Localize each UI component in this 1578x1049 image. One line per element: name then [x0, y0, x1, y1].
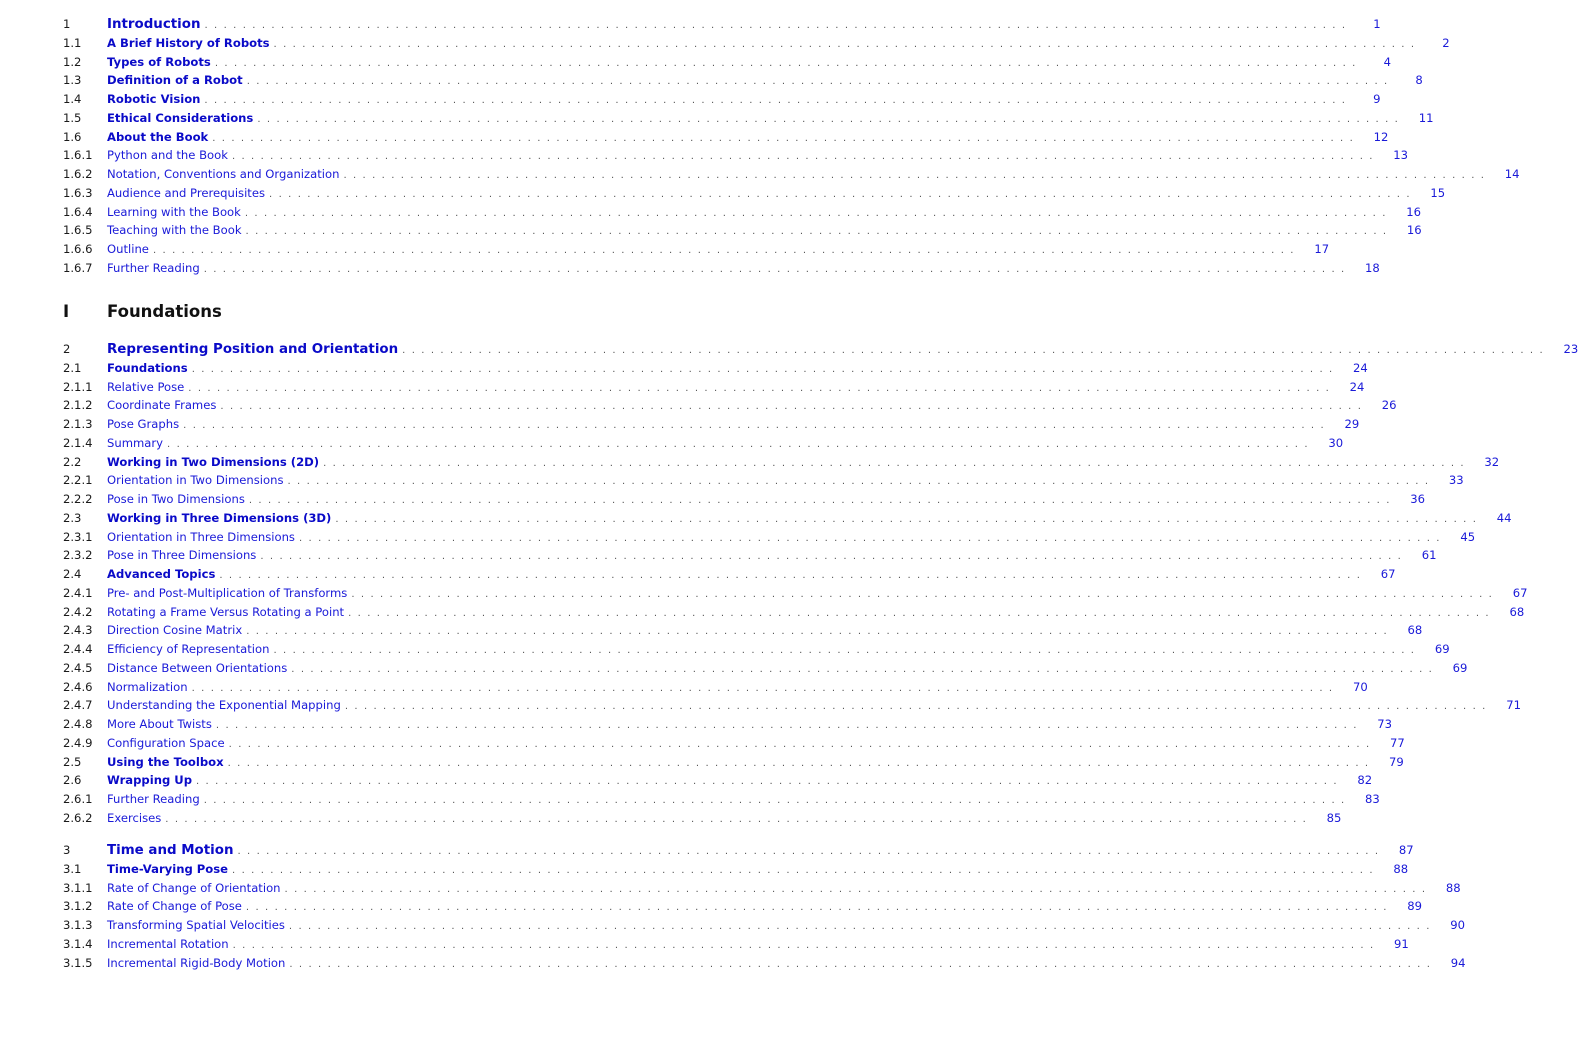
toc-entry-number: 2.6 — [63, 773, 82, 788]
toc-entry-title-link[interactable]: Rate of Change of Pose — [107, 899, 242, 914]
toc-entry-title-link[interactable]: A Brief History of Robots — [107, 35, 270, 50]
toc-entry-page-link[interactable]: 88 — [1445, 880, 1461, 895]
toc-entry-title-link[interactable]: Summary — [107, 435, 164, 450]
toc-entry-page-link[interactable]: 23 — [1563, 342, 1578, 356]
toc-entry-page-link[interactable]: 32 — [1484, 454, 1500, 469]
toc-entry-number: 3.1.5 — [63, 955, 93, 970]
toc-entry-number: 3.1 — [63, 861, 82, 876]
toc-entry-page-link[interactable]: 36 — [1410, 492, 1425, 506]
dot-leader: . . . . . . . . . . . . . . . . . . . . . . . . . . . . . . . . . . . . . . . . . . . . . . . . . . . . . . . . . . . . . . . . . . . . . . . . . . . . . . . . . . . . . . . . . . . . . . . . . . . . . . . . . . . . . . . . . . . . . . . . — [228, 738, 1371, 750]
toc-entry-page-link[interactable]: 67 — [1380, 567, 1396, 581]
dot-leader: . . . . . . . . . . . . . . . . . . . . . . . . . . . . . . . . . . . . . . . . . . . . . . . . . . . . . . . . . . . . . . . . . . . . . . . . . . . . . . . . . . . . . . . . . . . . . . . . . . . . . . . . . . . . . . . . . . . . . . . . — [220, 401, 1363, 413]
toc-entry-title-link[interactable]: Advanced Topics — [107, 567, 216, 581]
toc-entry-number: 2.3.2 — [63, 548, 93, 563]
toc-entry-page-link[interactable]: 88 — [1393, 861, 1409, 876]
dot-leader: . . . . . . . . . . . . . . . . . . . . . . . . . . . . . . . . . . . . . . . . . . . . . . . . . . . . . . . . . . . . . . . . . . . . . . . . . . . . . . . . . . . . . . . . . . . . . . . . . . . . . . . . . . . . . . . . . . . . . . . . — [246, 626, 1389, 638]
dot-leader: . . . . . . . . . . . . . . . . . . . . . . . . . . . . . . . . . . . . . . . . . . . . . . . . . . . . . . . . . . . . . . . . . . . . . . . . . . . . . . . . . . . . . . . . . . . . . . . . . . . . . . . . . . . . . . . . . . . . . . . . — [343, 170, 1486, 181]
toc-entry-page-link[interactable]: 29 — [1344, 417, 1360, 431]
dot-leader: . . . . . . . . . . . . . . . . . . . . . . . . . . . . . . . . . . . . . . . . . . . . . . . . . . . . . . . . . . . . . . . . . . . . . . . . . . . . . . . . . . . . . . . . . . . . . . . . . . . . . . . . . . . . . . . . . . . . . . . . — [245, 226, 1388, 238]
dot-leader: . . . . . . . . . . . . . . . . . . . . . . . . . . . . . . . . . . . . . . . . . . . . . . . . . . . . . . . . . . . . . . . . . . . . . . . . . . . . . . . . . . . . . . . . . . . . . . . . . . . . . . . . . . . . . . . . . . . . . . . . — [344, 701, 1487, 713]
toc-entry-page-link[interactable]: 12 — [1373, 129, 1389, 144]
toc-entry[interactable] — [63, 396, 1397, 414]
toc-entry-number: 2.3.1 — [63, 529, 93, 544]
toc-entry[interactable] — [63, 15, 1381, 33]
toc-entry-title-link[interactable]: Orientation in Two Dimensions — [107, 473, 284, 488]
toc-entry-number: 2.4.9 — [63, 735, 93, 750]
toc-entry[interactable] — [63, 935, 1409, 953]
toc-entry-page-link[interactable]: 71 — [1506, 698, 1521, 713]
toc-entry-number: 2.6.2 — [63, 810, 93, 825]
toc-entry-title-link[interactable]: Incremental Rotation — [107, 936, 229, 951]
dot-leader: . . . . . . . . . . . . . . . . . . . . . . . . . . . . . . . . . . . . . . . . . . . . . . . . . . . . . . . . . . . . . . . . . . . . . . . . . . . . . . . . . . . . . . . . . . . . . . . . . . . . . . . . . . . . . . . . . . . . . . . . — [244, 207, 1387, 219]
toc-entry-title-link[interactable]: Orientation in Three Dimensions — [107, 529, 295, 544]
toc-entry[interactable] — [63, 771, 1373, 789]
toc-entry-title-link[interactable]: Further Reading — [107, 792, 200, 806]
toc-entry-number: 1 — [63, 17, 71, 31]
toc-entry-number: 3 — [63, 843, 71, 857]
toc-entry-page-link[interactable]: 15 — [1430, 185, 1446, 200]
toc-entry[interactable] — [63, 34, 1450, 52]
dot-leader: . . . . . . . . . . . . . . . . . . . . . . . . . . . . . . . . . . . . . . . . . . . . . . . . . . . . . . . . . . . . . . . . . . . . . . . . . . . . . . . . . . . . . . . . . . . . . . . . . . . . . . . . . . . . . . . . . . . . . . . . — [232, 864, 1375, 876]
toc-entry-page-link[interactable]: 85 — [1326, 810, 1342, 825]
toc-entry-page-link[interactable]: 2 — [1442, 35, 1450, 50]
dot-leader: . . . . . . . . . . . . . . . . . . . . . . . . . . . . . . . . . . . . . . . . . . . . . . . . . . . . . . . . . . . . . . . . . . . . . . . . . . . . . . . . . . . . . . . . . . . . . . . . . . . . . . . . . . . . . . . . . . . . . . . . — [284, 883, 1427, 895]
dot-leader: . . . . . . . . . . . . . . . . . . . . . . . . . . . . . . . . . . . . . . . . . . . . . . . . . . . . . . . . . . . . . . . . . . . . . . . . . . . . . . . . . . . . . . . . . . . . . . . . . . . . . . . . . . . . . . . . . . . . . . . . — [298, 532, 1442, 544]
toc-entry-title-link[interactable]: Transforming Spatial Velocities — [107, 918, 285, 932]
toc-entry-number: 1.6 — [63, 129, 82, 144]
toc-entry-page-link[interactable]: 77 — [1390, 735, 1405, 750]
toc-entry[interactable] — [63, 916, 1466, 934]
toc-entry-page-link[interactable]: 83 — [1365, 792, 1380, 806]
part-heading — [63, 302, 222, 321]
toc-entry[interactable] — [63, 860, 1409, 878]
toc-entry-number: 3.1.4 — [63, 936, 93, 951]
toc-entry-page-link[interactable]: 26 — [1381, 398, 1397, 413]
dot-leader: . . . . . . . . . . . . . . . . . . . . . . . . . . . . . . . . . . . . . . . . . . . . . . . . . . . . . . . . . . . . . . . . . . . . . . . . . . . . . . . . . . . . . . . . . . . . . . . . . . . . . . . . . . . . . . . . . . . . . . . . — [291, 663, 1434, 675]
toc-entry-number: 3.1.2 — [63, 899, 93, 914]
toc-entry[interactable] — [63, 53, 1391, 71]
toc-entry-number: 2.4.6 — [63, 679, 93, 694]
toc-entry-page-link[interactable]: 33 — [1448, 473, 1464, 488]
toc-entry-number: 1.6.6 — [63, 242, 93, 256]
toc-entry-number: 1.6.3 — [63, 185, 93, 200]
dot-leader: . . . . . . . . . . . . . . . . . . . . . . . . . . . . . . . . . . . . . . . . . . . . . . . . . . . . . . . . . . . . . . . . . . . . . . . . . . . . . . . . . . . . . . . . . . . . . . . . . . . . . . . . . . . . . . . . . . . . . . . . — [248, 495, 1391, 506]
toc-entry-number: 1.6.4 — [63, 204, 93, 219]
toc-entry-title-link[interactable]: Pre- and Post-Multiplication of Transforms — [107, 585, 348, 600]
toc-entry-title-link[interactable]: More About Twists — [107, 717, 212, 731]
toc-entry[interactable] — [63, 603, 1525, 621]
dot-leader: . . . . . . . . . . . . . . . . . . . . . . . . . . . . . . . . . . . . . . . . . . . . . . . . . . . . . . . . . . . . . . . . . . . . . . . . . . . . . . . . . . . . . . . . . . . . . . . . . . . . . . . . . . . . . . . . . . . . . . . . — [351, 588, 1494, 600]
toc-entry[interactable] — [63, 879, 1461, 897]
toc-entry-number: 2.2 — [63, 454, 82, 469]
toc-entry-number: 2.1 — [63, 360, 82, 375]
toc-entry-title-link[interactable]: Pose Graphs — [107, 417, 180, 431]
toc-entry[interactable] — [63, 565, 1396, 583]
toc-entry-title-link[interactable]: Working in Three Dimensions (3D) — [107, 510, 332, 525]
dot-leader: . . . . . . . . . . . . . . . . . . . . . . . . . . . . . . . . . . . . . . . . . . . . . . . . . . . . . . . . . . . . . . . . . . . . . . . . . . . . . . . . . . . . . . . . . . . . . . . . . . . . . . . . . . . . . . . . . . . . . . . . — [257, 113, 1400, 125]
toc-entry[interactable] — [63, 415, 1360, 433]
toc-entry-title-link[interactable]: Rate of Change of Orientation — [107, 880, 281, 895]
toc-entry-page-link[interactable]: 67 — [1512, 585, 1528, 600]
dot-leader: . . . . . . . . . . . . . . . . . . . . . . . . . . . . . . . . . . . . . . . . . . . . . . . . . . . . . . . . . . . . . . . . . . . . . . . . . . . . . . . . . . . . . . . . . . . . . . . . . . . . . . . . . . . . . . . . . . . . . . . . — [191, 682, 1334, 694]
toc-entry-page-link[interactable]: 69 — [1434, 642, 1450, 656]
toc-entry-number: 2.1.2 — [63, 398, 93, 413]
toc-entry-title-link[interactable]: Introduction — [107, 17, 201, 32]
dot-leader: . . . . . . . . . . . . . . . . . . . . . . . . . . . . . . . . . . . . . . . . . . . . . . . . . . . . . . . . . . . . . . . . . . . . . . . . . . . . . . . . . . . . . . . . . . . . . . . . . . . . . . . . . . . . . . . . . . . . . . . . — [204, 95, 1347, 106]
toc-entry-number: 2.3 — [63, 510, 82, 525]
toc-entry[interactable] — [63, 340, 1578, 358]
toc-entry-number: 2.1.3 — [63, 417, 93, 431]
toc-entry[interactable] — [63, 753, 1404, 771]
toc-entry[interactable] — [63, 528, 1476, 546]
toc-entry-page-link[interactable]: 4 — [1383, 54, 1391, 69]
dot-leader: . . . . . . . . . . . . . . . . . . . . . . . . . . . . . . . . . . . . . . . . . . . . . . . . . . . . . . . . . . . . . . . . . . . . . . . . . . . . . . . . . . . . . . . . . . . . . . . . . . . . . . . . . . . . . . . . . . . . . . . . — [219, 570, 1362, 581]
toc-entry-number: 1.2 — [63, 54, 82, 69]
toc-entry-number: 1.4 — [63, 92, 82, 106]
dot-leader: . . . . . . . . . . . . . . . . . . . . . . . . . . . . . . . . . . . . . . . . . . . . . . . . . . . . . . . . . . . . . . . . . . . . . . . . . . . . . . . . . . . . . . . . . . . . . . . . . . . . . . . . . . . . . . . . . . . . . . . . — [269, 188, 1412, 200]
toc-entry-title-link[interactable]: Outline — [107, 242, 149, 256]
toc-entry-page-link[interactable]: 11 — [1418, 110, 1434, 125]
toc-entry[interactable] — [63, 71, 1423, 89]
dot-leader: . . . . . . . . . . . . . . . . . . . . . . . . . . . . . . . . . . . . . . . . . . . . . . . . . . . . . . . . . . . . . . . . . . . . . . . . . . . . . . . . . . . . . . . . . . . . . . . . . . . . . . . . . . . . . . . . . . . . . . . . — [152, 245, 1296, 256]
toc-entry-number: 2 — [63, 342, 71, 356]
toc-entry-title-link[interactable]: Learning with the Book — [107, 204, 241, 219]
toc-entry[interactable] — [63, 734, 1405, 752]
toc-entry-page-link[interactable]: 24 — [1353, 360, 1368, 375]
dot-leader: . . . . . . . . . . . . . . . . . . . . . . . . . . . . . . . . . . . . . . . . . . . . . . . . . . . . . . . . . . . . . . . . . . . . . . . . . . . . . . . . . . . . . . . . . . . . . . . . . . . . . . . . . . . . . . . . . . . . . . . . — [287, 476, 1430, 488]
toc-entry-number: 2.4.2 — [63, 604, 93, 619]
toc-entry[interactable] — [63, 659, 1468, 677]
toc-entry-page-link[interactable]: 18 — [1365, 260, 1380, 275]
toc-entry-title-link[interactable]: Understanding the Exponential Mapping — [107, 698, 341, 713]
dot-leader: . . . . . . . . . . . . . . . . . . . . . . . . . . . . . . . . . . . . . . . . . . . . . . . . . . . . . . . . . . . . . . . . . . . . . . . . . . . . . . . . . . . . . . . . . . . . . . . . . . . . . . . . . . . . . . . . . . . . . . . . — [273, 38, 1416, 50]
toc-entry-number: 2.4.3 — [63, 623, 93, 638]
dot-leader: . . . . . . . . . . . . . . . . . . . . . . . . . . . . . . . . . . . . . . . . . . . . . . . . . . . . . . . . . . . . . . . . . . . . . . . . . . . . . . . . . . . . . . . . . . . . . . . . . . . . . . . . . . . . . . . . . . . . . . . . — [232, 939, 1375, 951]
toc-entry[interactable] — [63, 621, 1423, 639]
toc-entry-page-link[interactable]: 24 — [1349, 379, 1365, 394]
dot-leader: . . . . . . . . . . . . . . . . . . . . . . . . . . . . . . . . . . . . . . . . . . . . . . . . . . . . . . . . . . . . . . . . . . . . . . . . . . . . . . . . . . . . . . . . . . . . . . . . . . . . . . . . . . . . . . . . . . . . . . . . — [273, 645, 1416, 656]
toc-entry-title-link[interactable]: Normalization — [107, 679, 188, 694]
dot-leader: . . . . . . . . . . . . . . . . . . . . . . . . . . . . . . . . . . . . . . . . . . . . . . . . . . . . . . . . . . . . . . . . . . . . . . . . . . . . . . . . . . . . . . . . . . . . . . . . . . . . . . . . . . . . . . . . . . . . . . . . — [260, 551, 1403, 563]
toc-entry[interactable] — [63, 696, 1521, 714]
toc-entry-number: 1.6.7 — [63, 260, 93, 275]
toc-entry[interactable] — [63, 715, 1393, 733]
toc-entry-number: 2.2.1 — [63, 473, 93, 488]
toc-entry[interactable] — [63, 259, 1380, 277]
dot-leader: . . . . . . . . . . . . . . . . . . . . . . . . . . . . . . . . . . . . . . . . . . . . . . . . . . . . . . . . . . . . . . . . . . . . . . . . . . . . . . . . . . . . . . . . . . . . . . . . . . . . . . . . . . . . . . . . . . . . . . . . — [212, 132, 1355, 144]
toc-entry-page-link[interactable]: 8 — [1415, 73, 1423, 88]
toc-entry[interactable] — [63, 790, 1380, 808]
toc-entry-page-link[interactable]: 94 — [1450, 955, 1466, 970]
toc-entry-page-link[interactable]: 90 — [1450, 918, 1466, 932]
toc-entry-number: 1.5 — [63, 110, 82, 125]
toc-entry-title-link[interactable]: Configuration Space — [107, 735, 225, 750]
toc-entry-number: 2.4.5 — [63, 660, 93, 675]
dot-leader: . . . . . . . . . . . . . . . . . . . . . . . . . . . . . . . . . . . . . . . . . . . . . . . . . . . . . . . . . . . . . . . . . . . . . . . . . . . . . . . . . . . . . . . . . . . . . . . . . . . . . . . . . . . . . . . . . . . . . . . . — [183, 420, 1326, 431]
toc-entry-title-link[interactable]: Python and the Book — [107, 148, 228, 163]
toc-entry[interactable] — [63, 453, 1500, 471]
dot-leader: . . . . . . . . . . . . . . . . . . . . . . . . . . . . . . . . . . . . . . . . . . . . . . . . . . . . . . . . . . . . . . . . . . . . . . . . . . . . . . . . . . . . . . . . . . . . . . . . . . . . . . . . . . . . . . . . . . . . . . . . — [191, 363, 1334, 375]
dot-leader: . . . . . . . . . . . . . . . . . . . . . . . . . . . . . . . . . . . . . . . . . . . . . . . . . . . . . . . . . . . . . . . . . . . . . . . . . . . . . . . . . . . . . . . . . . . . . . . . . . . . . . . . . . . . . . . . . . . . . . . . — [203, 263, 1346, 275]
toc-entry-page-link[interactable]: 91 — [1393, 936, 1409, 951]
dot-leader: . . . . . . . . . . . . . . . . . . . . . . . . . . . . . . . . . . . . . . . . . . . . . . . . . . . . . . . . . . . . . . . . . . . . . . . . . . . . . . . . . . . . . . . . . . . . . . . . . . . . . . . . . . . . . . . . . . . . . . . . — [323, 457, 1466, 469]
toc-entry-title-link[interactable]: Further Reading — [107, 260, 200, 275]
dot-leader: . . . . . . . . . . . . . . . . . . . . . . . . . . . . . . . . . . . . . . . . . . . . . . . . . . . . . . . . . . . . . . . . . . . . . . . . . . . . . . . . . . . . . . . . . . . . . . . . . . . . . . . . . . . . . . . . . . . . . . . . — [165, 813, 1308, 825]
toc-entry-page-link[interactable]: 30 — [1328, 435, 1344, 450]
toc-entry-page-link[interactable]: 82 — [1357, 773, 1373, 788]
toc-entry[interactable] — [63, 841, 1414, 859]
toc-entry-title-link[interactable]: Notation, Conventions and Organization — [107, 167, 340, 181]
toc-entry-page-link[interactable]: 16 — [1406, 204, 1421, 219]
toc-entry-title-link[interactable]: Ethical Considerations — [107, 110, 254, 125]
toc-entry-title-link[interactable]: Robotic Vision — [107, 92, 201, 106]
toc-entry-page-link[interactable]: 68 — [1407, 623, 1423, 638]
toc-entry[interactable] — [63, 203, 1421, 221]
toc-entry-title-link[interactable]: Distance Between Orientations — [107, 660, 288, 675]
toc-entry-page-link[interactable]: 45 — [1460, 529, 1476, 544]
toc-entry-title-link[interactable]: Pose in Two Dimensions — [107, 492, 245, 506]
toc-entry-page-link[interactable]: 70 — [1352, 679, 1368, 694]
toc-entry-number: 2.4.1 — [63, 585, 93, 600]
part-title: Foundations — [107, 302, 222, 321]
toc-entry[interactable] — [63, 678, 1368, 696]
dot-leader: . . . . . . . . . . . . . . . . . . . . . . . . . . . . . . . . . . . . . . . . . . . . . . . . . . . . . . . . . . . . . . . . . . . . . . . . . . . . . . . . . . . . . . . . . . . . . . . . . . . . . . . . . . . . . . . . . . . . . . . . — [215, 720, 1359, 731]
toc-entry-title-link[interactable]: Exercises — [107, 810, 162, 825]
toc-entry-page-link[interactable]: 89 — [1407, 899, 1423, 914]
toc-entry-title-link[interactable]: Coordinate Frames — [107, 398, 217, 413]
toc-entry-title-link[interactable]: Types of Robots — [107, 54, 211, 69]
dot-leader: . . . . . . . . . . . . . . . . . . . . . . . . . . . . . . . . . . . . . . . . . . . . . . . . . . . . . . . . . . . . . . . . . . . . . . . . . . . . . . . . . . . . . . . . . . . . . . . . . . . . . . . . . . . . . . . . . . . . . . . . — [246, 76, 1389, 88]
part-number: I — [63, 302, 70, 321]
toc-entry[interactable] — [63, 240, 1330, 258]
toc-entry[interactable] — [63, 490, 1425, 508]
toc-entry-number: 2.4 — [63, 567, 82, 581]
toc-entry-number: 2.1.4 — [63, 435, 93, 450]
toc-entry-number: 1.6.5 — [63, 223, 93, 238]
toc-entry-page-link[interactable]: 69 — [1452, 660, 1468, 675]
toc-entry-page-link[interactable]: 68 — [1509, 604, 1525, 619]
dot-leader: . . . . . . . . . . . . . . . . . . . . . . . . . . . . . . . . . . . . . . . . . . . . . . . . . . . . . . . . . . . . . . . . . . . . . . . . . . . . . . . . . . . . . . . . . . . . . . . . . . . . . . . . . . . . . . . . . . . . . . . . — [188, 382, 1331, 394]
toc-entry[interactable] — [63, 109, 1434, 127]
toc-entry-number: 2.6.1 — [63, 792, 93, 806]
dot-leader: . . . . . . . . . . . . . . . . . . . . . . . . . . . . . . . . . . . . . . . . . . . . . . . . . . . . . . . . . . . . . . . . . . . . . . . . . . . . . . . . . . . . . . . . . . . . . . . . . . . . . . . . . . . . . . . . . . . . . . . . — [335, 513, 1478, 525]
toc-entry[interactable] — [63, 128, 1389, 146]
dot-leader: . . . . . . . . . . . . . . . . . . . . . . . . . . . . . . . . . . . . . . . . . . . . . . . . . . . . . . . . . . . . . . . . . . . . . . . . . . . . . . . . . . . . . . . . . . . . . . . . . . . . . . . . . . . . . . . . . . . . . . . . — [167, 438, 1310, 450]
toc-entry-page-link[interactable]: 73 — [1377, 717, 1393, 731]
toc-entry[interactable] — [63, 897, 1423, 915]
toc-entry-number: 2.4.7 — [63, 698, 93, 713]
toc-entry[interactable] — [63, 509, 1512, 527]
toc-entry-title-link[interactable]: Audience and Prerequisites — [107, 185, 266, 200]
toc-entry[interactable] — [63, 184, 1446, 202]
toc-entry-title-link[interactable]: Working in Two Dimensions (2D) — [107, 454, 320, 469]
toc-entry[interactable] — [63, 378, 1365, 396]
dot-leader: . . . . . . . . . . . . . . . . . . . . . . . . . . . . . . . . . . . . . . . . . . . . . . . . . . . . . . . . . . . . . . . . . . . . . . . . . . . . . . . . . . . . . . . . . . . . . . . . . . . . . . . . . . . . . . . . . . . . . . . . — [245, 902, 1389, 914]
toc-entry-title-link[interactable]: Teaching with the Book — [107, 223, 242, 238]
toc-entry[interactable] — [63, 546, 1437, 564]
toc-entry-page-link[interactable]: 61 — [1421, 548, 1437, 563]
toc-entry-title-link[interactable]: Relative Pose — [107, 379, 185, 394]
dot-leader: . . . . . . . . . . . . . . . . . . . . . . . . . . . . . . . . . . . . . . . . . . . . . . . . . . . . . . . . . . . . . . . . . . . . . . . . . . . . . . . . . . . . . . . . . . . . . . . . . . . . . . . . . . . . . . . . . . . . . . . . — [402, 345, 1545, 356]
toc-entry-number: 3.1.3 — [63, 918, 93, 932]
toc-entry-number: 1.6.2 — [63, 167, 93, 181]
toc-entry-number: 2.4.4 — [63, 642, 93, 656]
toc-entry-page-link[interactable]: 14 — [1504, 167, 1520, 181]
toc-entry-number: 2.4.8 — [63, 717, 93, 731]
toc-entry-title-link[interactable]: Incremental Rigid-Body Motion — [107, 955, 286, 970]
toc-entry-page-link[interactable]: 87 — [1398, 843, 1414, 857]
toc-entry-number: 3.1.1 — [63, 880, 93, 895]
toc-entry[interactable] — [63, 165, 1520, 183]
dot-leader: . . . . . . . . . . . . . . . . . . . . . . . . . . . . . . . . . . . . . . . . . . . . . . . . . . . . . . . . . . . . . . . . . . . . . . . . . . . . . . . . . . . . . . . . . . . . . . . . . . . . . . . . . . . . . . . . . . . . . . . . — [231, 151, 1375, 163]
toc-entry[interactable] — [63, 359, 1368, 377]
toc-entry-number: 2.1.1 — [63, 379, 93, 394]
toc-entry-page-link[interactable]: 79 — [1388, 754, 1404, 769]
toc-entry-page-link[interactable]: 13 — [1393, 148, 1409, 163]
toc-entry-title-link[interactable]: Wrapping Up — [107, 773, 192, 788]
toc-entry-title-link[interactable]: Foundations — [107, 360, 188, 375]
toc-entry-title-link[interactable]: Pose in Three Dimensions — [107, 548, 257, 563]
toc-entry-page-link[interactable]: 1 — [1373, 17, 1381, 31]
toc-entry-page-link[interactable]: 17 — [1314, 242, 1330, 256]
toc-entry-title-link[interactable]: Using the Toolbox — [107, 754, 224, 769]
toc-entry[interactable] — [63, 146, 1409, 164]
toc-entry-title-link[interactable]: Rotating a Frame Versus Rotating a Point — [107, 604, 345, 619]
toc-entry-number: 1.6.1 — [63, 148, 93, 163]
toc-entry-page-link[interactable]: 44 — [1496, 510, 1512, 525]
toc-entry-number: 2.2.2 — [63, 492, 93, 506]
toc-entry[interactable] — [63, 90, 1381, 108]
toc-entry[interactable] — [63, 434, 1344, 452]
toc-entry[interactable] — [63, 954, 1466, 972]
toc-entry-number: 2.5 — [63, 754, 82, 769]
toc-entry-title-link[interactable]: Efficiency of Representation — [107, 642, 270, 656]
toc-entry-page-link[interactable]: 9 — [1373, 92, 1381, 106]
dot-leader: . . . . . . . . . . . . . . . . . . . . . . . . . . . . . . . . . . . . . . . . . . . . . . . . . . . . . . . . . . . . . . . . . . . . . . . . . . . . . . . . . . . . . . . . . . . . . . . . . . . . . . . . . . . . . . . . . . . . . . . . — [348, 607, 1491, 619]
dot-leader: . . . . . . . . . . . . . . . . . . . . . . . . . . . . . . . . . . . . . . . . . . . . . . . . . . . . . . . . . . . . . . . . . . . . . . . . . . . . . . . . . . . . . . . . . . . . . . . . . . . . . . . . . . . . . . . . . . . . . . . . — [214, 57, 1357, 69]
dot-leader: . . . . . . . . . . . . . . . . . . . . . . . . . . . . . . . . . . . . . . . . . . . . . . . . . . . . . . . . . . . . . . . . . . . . . . . . . . . . . . . . . . . . . . . . . . . . . . . . . . . . . . . . . . . . . . . . . . . . . . . . — [237, 846, 1380, 857]
toc-entry[interactable] — [63, 221, 1422, 239]
toc-entry-title-link[interactable]: Time-Varying Pose — [107, 861, 229, 876]
toc-entry-page-link[interactable]: 16 — [1406, 223, 1422, 238]
dot-leader: . . . . . . . . . . . . . . . . . . . . . . . . . . . . . . . . . . . . . . . . . . . . . . . . . . . . . . . . . . . . . . . . . . . . . . . . . . . . . . . . . . . . . . . . . . . . . . . . . . . . . . . . . . . . . . . . . . . . . . . . — [203, 795, 1346, 806]
toc-entry[interactable] — [63, 640, 1450, 658]
toc-entry[interactable] — [63, 584, 1528, 602]
toc-entry[interactable] — [63, 809, 1342, 827]
dot-leader: . . . . . . . . . . . . . . . . . . . . . . . . . . . . . . . . . . . . . . . . . . . . . . . . . . . . . . . . . . . . . . . . . . . . . . . . . . . . . . . . . . . . . . . . . . . . . . . . . . . . . . . . . . . . . . . . . . . . . . . . — [227, 757, 1370, 769]
toc-entry-title-link[interactable]: About the Book — [107, 129, 209, 144]
toc-entry-title-link[interactable]: Definition of a Robot — [107, 73, 243, 88]
toc-entry-number: 1.3 — [63, 73, 82, 88]
dot-leader: . . . . . . . . . . . . . . . . . . . . . . . . . . . . . . . . . . . . . . . . . . . . . . . . . . . . . . . . . . . . . . . . . . . . . . . . . . . . . . . . . . . . . . . . . . . . . . . . . . . . . . . . . . . . . . . . . . . . . . . . — [289, 958, 1432, 970]
toc-entry-title-link[interactable]: Time and Motion — [107, 843, 234, 858]
toc-entry[interactable] — [63, 471, 1464, 489]
toc-entry-title-link[interactable]: Direction Cosine Matrix — [107, 623, 243, 638]
dot-leader: . . . . . . . . . . . . . . . . . . . . . . . . . . . . . . . . . . . . . . . . . . . . . . . . . . . . . . . . . . . . . . . . . . . . . . . . . . . . . . . . . . . . . . . . . . . . . . . . . . . . . . . . . . . . . . . . . . . . . . . . — [204, 20, 1347, 31]
dot-leader: . . . . . . . . . . . . . . . . . . . . . . . . . . . . . . . . . . . . . . . . . . . . . . . . . . . . . . . . . . . . . . . . . . . . . . . . . . . . . . . . . . . . . . . . . . . . . . . . . . . . . . . . . . . . . . . . . . . . . . . . — [288, 921, 1432, 932]
toc-entry-title-link[interactable]: Representing Position and Orientation — [107, 342, 399, 357]
dot-leader: . . . . . . . . . . . . . . . . . . . . . . . . . . . . . . . . . . . . . . . . . . . . . . . . . . . . . . . . . . . . . . . . . . . . . . . . . . . . . . . . . . . . . . . . . . . . . . . . . . . . . . . . . . . . . . . . . . . . . . . . — [196, 776, 1339, 788]
toc-entry-number: 1.1 — [63, 35, 82, 50]
